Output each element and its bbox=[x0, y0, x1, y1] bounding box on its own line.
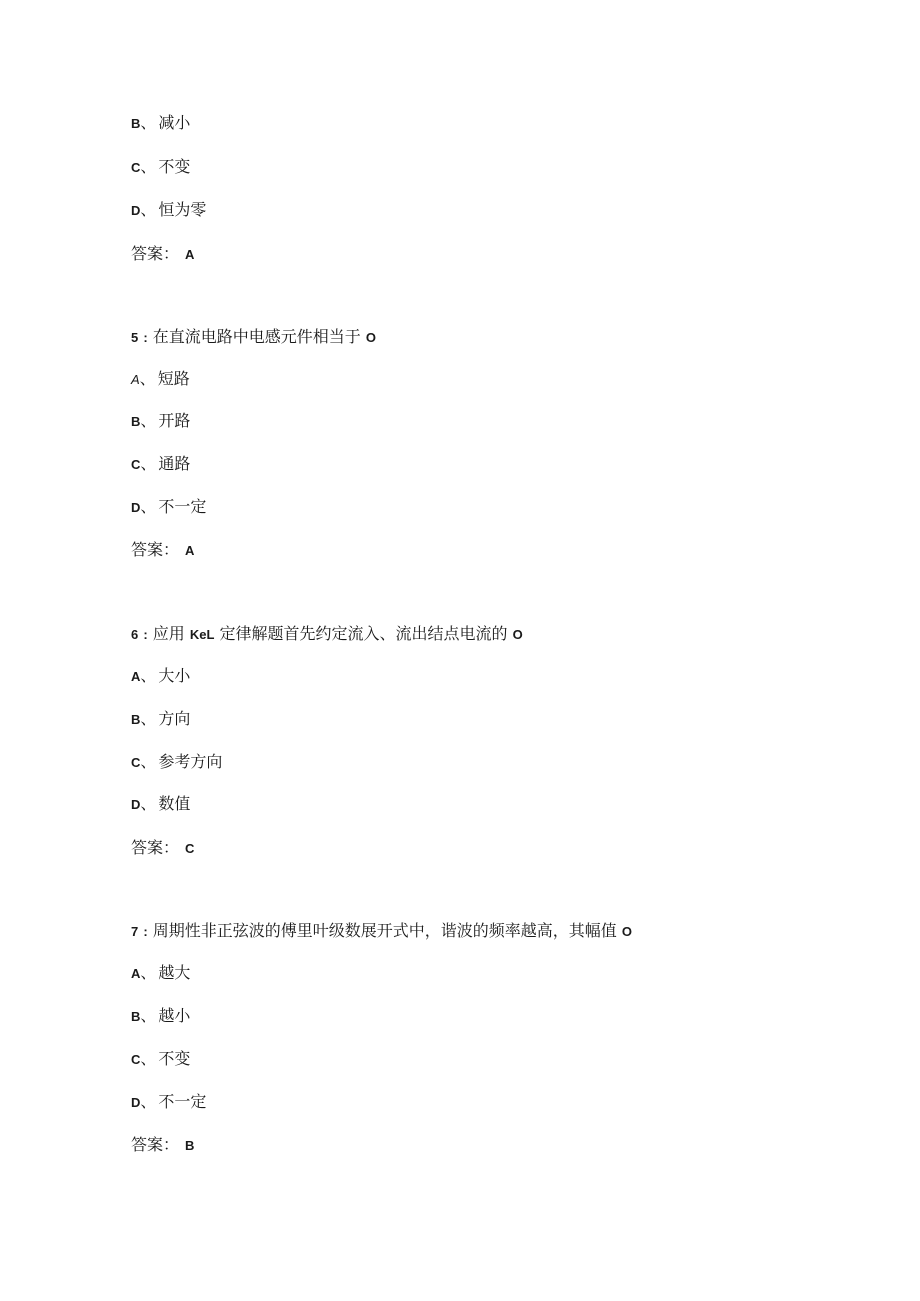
answer-line bbox=[131, 244, 194, 265]
option-text: 恒为零 bbox=[158, 200, 207, 219]
option-text: 越大 bbox=[158, 963, 191, 982]
option-separator: 、 bbox=[140, 963, 157, 982]
answer-label: 答案： bbox=[131, 1135, 180, 1154]
option-a bbox=[131, 666, 190, 687]
answer-value: C bbox=[185, 841, 195, 856]
option-separator: 、 bbox=[140, 157, 157, 176]
answer-line bbox=[131, 838, 194, 859]
question-colon: : bbox=[143, 330, 148, 345]
answer-value: B bbox=[185, 1138, 195, 1153]
option-text: 不一定 bbox=[158, 497, 207, 516]
option-separator: 、 bbox=[140, 1049, 157, 1068]
option-letter: A bbox=[131, 669, 141, 684]
option-separator: 、 bbox=[140, 1092, 157, 1111]
option-text: 不变 bbox=[158, 157, 191, 176]
option-b bbox=[131, 411, 190, 432]
option-separator: 、 bbox=[140, 200, 157, 219]
option-letter: B bbox=[131, 1009, 141, 1024]
option-d bbox=[131, 200, 206, 221]
question-blank: O bbox=[621, 924, 632, 939]
option-d bbox=[131, 794, 190, 815]
question-text: 周期性非正弦波的傅里叶级数展开式中，谐波的频率越高，其幅值 bbox=[152, 921, 617, 940]
question-text: 在直流电路中电感元件相当于 bbox=[152, 327, 361, 346]
option-text: 短路 bbox=[157, 369, 190, 388]
question-term: KeL bbox=[189, 627, 215, 642]
option-c bbox=[131, 157, 190, 178]
question-text-pre: 应用 bbox=[152, 624, 185, 643]
option-d bbox=[131, 497, 206, 518]
question-text-post: 定律解题首先约定流入、流出结点电流的 bbox=[219, 624, 508, 643]
option-d bbox=[131, 1092, 206, 1113]
option-letter: B bbox=[131, 116, 141, 131]
option-c bbox=[131, 454, 190, 475]
option-text: 参考方向 bbox=[158, 752, 223, 771]
option-letter: D bbox=[131, 500, 141, 515]
option-text: 开路 bbox=[158, 411, 191, 430]
option-text: 方向 bbox=[158, 709, 191, 728]
question-number: 7 bbox=[131, 924, 139, 939]
option-letter: D bbox=[131, 1095, 141, 1110]
question-blank: O bbox=[365, 330, 376, 345]
option-separator: 、 bbox=[140, 666, 157, 685]
option-b bbox=[131, 1006, 190, 1027]
question-blank: O bbox=[512, 627, 523, 642]
option-b bbox=[131, 113, 190, 134]
option-separator: 、 bbox=[140, 709, 157, 728]
option-letter: C bbox=[131, 160, 141, 175]
option-separator: 、 bbox=[139, 369, 156, 388]
question-colon: : bbox=[143, 627, 148, 642]
answer-label: 答案： bbox=[131, 244, 180, 263]
option-b bbox=[131, 709, 190, 730]
answer-line bbox=[131, 1135, 194, 1156]
option-letter: A bbox=[131, 372, 140, 387]
option-separator: 、 bbox=[140, 454, 157, 473]
option-c bbox=[131, 1049, 190, 1070]
answer-label: 答案： bbox=[131, 838, 180, 857]
option-a bbox=[131, 369, 190, 390]
option-text: 不一定 bbox=[158, 1092, 207, 1111]
question-6-stem bbox=[131, 624, 523, 645]
question-colon: : bbox=[143, 924, 148, 939]
option-separator: 、 bbox=[140, 497, 157, 516]
option-separator: 、 bbox=[140, 1006, 157, 1025]
question-5-stem bbox=[131, 327, 376, 348]
option-text: 数值 bbox=[158, 794, 191, 813]
option-text: 越小 bbox=[158, 1006, 191, 1025]
answer-line bbox=[131, 540, 194, 561]
option-letter: D bbox=[131, 797, 141, 812]
option-letter: A bbox=[131, 966, 141, 981]
option-a bbox=[131, 963, 190, 984]
option-letter: C bbox=[131, 457, 141, 472]
answer-label: 答案： bbox=[131, 540, 180, 559]
option-text: 大小 bbox=[158, 666, 191, 685]
question-7-stem bbox=[131, 921, 632, 942]
option-letter: C bbox=[131, 755, 141, 770]
option-text: 减小 bbox=[158, 113, 191, 132]
answer-value: A bbox=[185, 543, 195, 558]
option-letter: C bbox=[131, 1052, 141, 1067]
question-number: 5 bbox=[131, 330, 139, 345]
question-number: 6 bbox=[131, 627, 139, 642]
option-letter: B bbox=[131, 712, 141, 727]
option-text: 不变 bbox=[158, 1049, 191, 1068]
answer-value: A bbox=[185, 247, 195, 262]
option-separator: 、 bbox=[140, 411, 157, 430]
option-separator: 、 bbox=[140, 752, 157, 771]
option-separator: 、 bbox=[140, 794, 157, 813]
option-text: 通路 bbox=[158, 454, 191, 473]
option-separator: 、 bbox=[140, 113, 157, 132]
option-letter: B bbox=[131, 414, 141, 429]
option-c bbox=[131, 752, 222, 773]
option-letter: D bbox=[131, 203, 141, 218]
